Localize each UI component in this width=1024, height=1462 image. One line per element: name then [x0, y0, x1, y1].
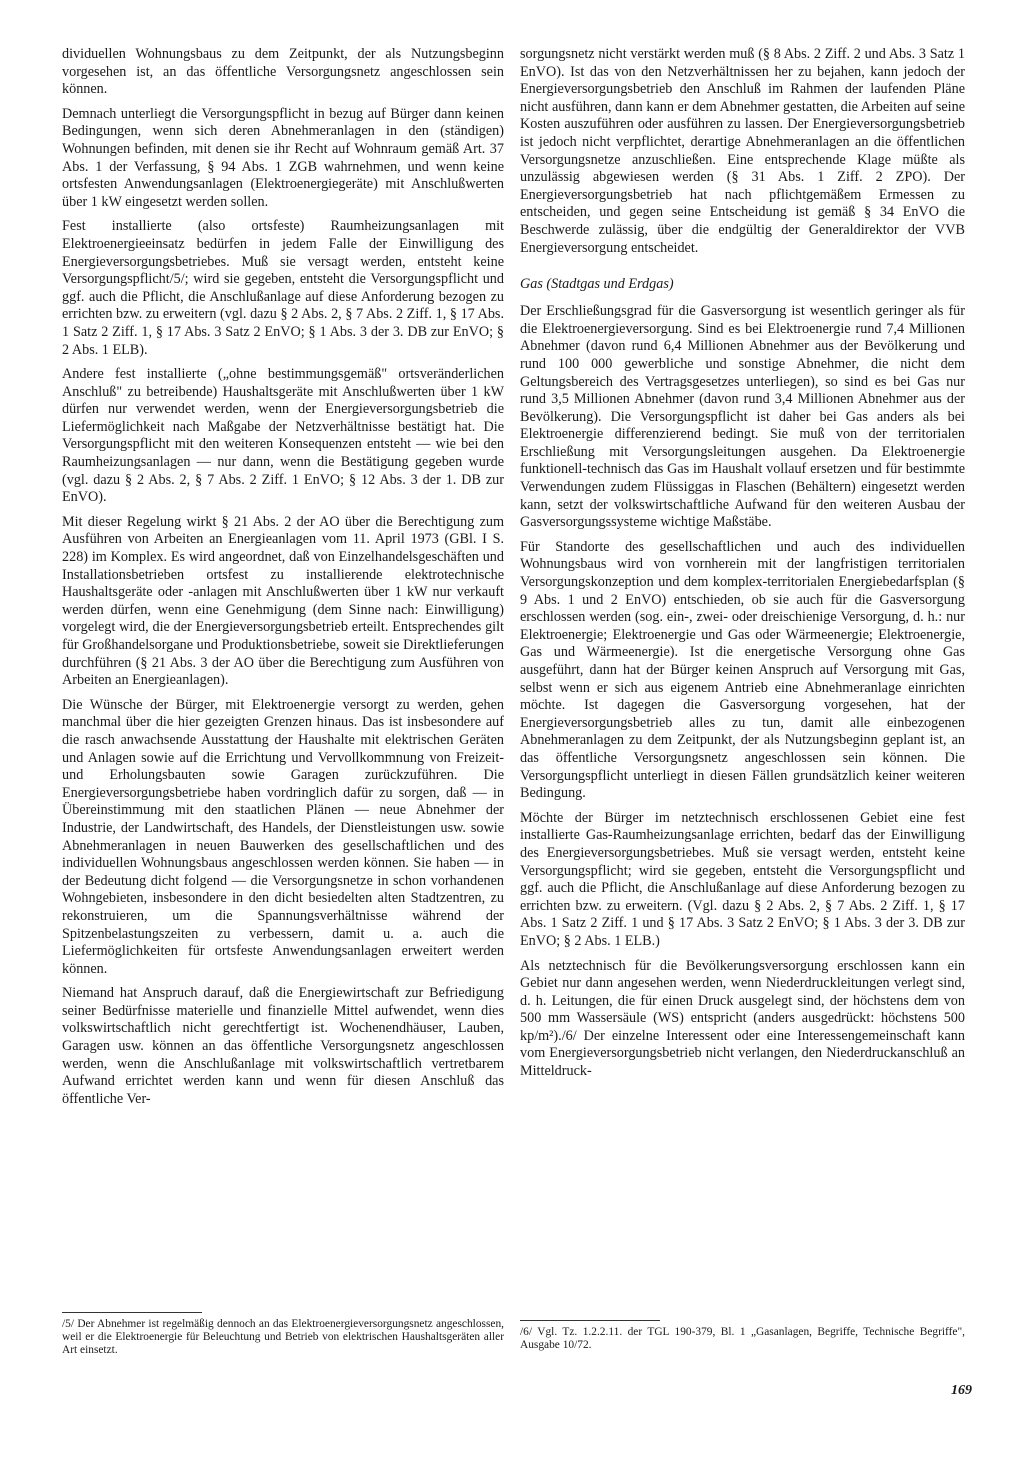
- paragraph: Die Wünsche der Bürger, mit Elektroenergie versorgt zu werden, gehen manchmal über die hier gezeigten Grenzen hinaus. Das ist insbesondere auf die rasch anwachsende Ausstattung der Haushalte mit elektrischen Geräten und Anlagen sowie auf die Errichtung und Vervollkommnung von Freizeit- und Erholungsbauten sowie Garagen zurückzuführen. Die Energieversorgungsbetriebe haben vordringlich dafür zu sorgen, daß — in Übereinstimmung mit den staatlichen Plänen — neue Abnehmer der Industrie, der Landwirtschaft, des Handels, der Dienstleistungen usw. sowie Abnehmeranlagen in neuen Bauwerken des gesellschaftlichen und des individuellen Wohnungsbaus angeschlossen werden können. Sie haben — in der Bedeutung dicht folgend — die Versorgungsnetze in schon vorhandenen Wohngebieten, insbesondere in den dicht besiedelten alten Stadtzentren, zu rekonstruieren, um die Spannungsverhältnisse während der Spitzenbelastungszeiten zu verbessern, damit u. a. auch die Liefermöglichkeiten für ortsfeste Anwendungsanlagen erweitert werden können.: [62, 696, 504, 977]
- footnote-right: /6/ Vgl. Tz. 1.2.2.11. der TGL 190-379, Bl. 1 „Gasanlagen, Begriffe, Technische Begriffe", Ausgabe 10/72.: [520, 1326, 965, 1352]
- paragraph: Demnach unterliegt die Versorgungspflicht in bezug auf Bürger dann keinen Bedingungen, wenn sich deren Abnehmeranlagen in den (ständigen) Wohnungen befinden, mit denen sie ihr Recht auf Wohnraum gemäß Art. 37 Abs. 1 der Verfassung, § 94 Abs. 1 ZGB wahrnehmen, und wenn keine ortsfesten Anwendungsanlagen (Elektroenergiegeräte) mit Anschlußwerten über 1 kW eingesetzt werden sollen.: [62, 105, 504, 210]
- paragraph: Andere fest installierte („ohne bestimmungsgemäß" ortsveränderlichen Anschluß" zu betreibende) Haushaltsgeräte mit Anschlußwerten über 1 kW dürfen nur verwendet werden, wenn der Energieversorgungsbetrieb die Liefermöglichkeit nach Maßgabe der Netzverhältnisse bestätigt hat. Die Versorgungspflicht mit den weiteren Konsequenzen entsteht — wie bei den Raumheizungsanlagen — nur dann, wenn die Bestätigung gegeben wurde (vgl. dazu § 2 Abs. 2, § 7 Abs. 2 Ziff. 1 EnVO; § 12 Abs. 3 der 1. DB zur EnVO).: [62, 366, 504, 506]
- paragraph: Der Erschließungsgrad für die Gasversorgung ist wesentlich geringer als für die Elektroenergieversorgung. Sind es bei Elektroenergie rund 7,4 Millionen Abnehmer (davon rund 6,4 Millionen Abnehmer aus der Bevölkerung und rund 100 000 gewerbliche und sonstige Abnehmer, die nicht dem Geltungsbereich des Vertragsgesetzes unterliegen), so sind es bei Gas nur rund 3,5 Millionen Abnehmer (davon rund 3,4 Millionen Abnehmer aus der Bevölkerung). Die Versorgungspflicht ist daher bei Gas anders als bei Elektroenergie differenzierend bedingt. Sie muß von der territorialen Erschließung mit Versorgungsleitungen ausgehen. Da Elektroenergie funktionell-technisch das Gas im Haushalt vollauf ersetzen und für bestimmte Verwendungen zudem Flüssiggas in Flaschen (Behältern) eingesetzt werden kann, setzt der volkswirtschaftliche Aufwand für den weiteren Ausbau der Gasversorgungssysteme wichtige Maßstäbe.: [520, 303, 965, 531]
- right-column: [520, 46, 965, 1088]
- paragraph: dividuellen Wohnungsbaus zu dem Zeitpunkt, der als Nutzungsbeginn vorgesehen ist, an das öffentliche Versorgungsnetz angeschlossen sein können.: [62, 46, 504, 98]
- paragraph: Niemand hat Anspruch darauf, daß die Energiewirtschaft zur Befriedigung seiner Bedürfnisse materielle und finanzielle Mittel aufwendet, wenn dies volkswirtschaftlich nicht gerechtfertigt ist. Wochenendhäuser, Lauben, Garagen usw. können an das öffentliche Versorgungsnetz angeschlossen werden, wenn die Anschlußanlage mit volkswirtschaftlich vertretbarem Aufwand errichtet werden kann und wenn für diesen Anschluß das öffentliche Ver-: [62, 985, 504, 1107]
- paragraph: Fest installierte (also ortsfeste) Raumheizungsanlagen mit Elektroenergieeinsatz bedürfen in jedem Falle der Einwilligung des Energieversorgungsbetriebes. Muß sie versagt werden, entsteht keine Versorgungspflicht/5/; wird sie gegeben, entsteht die Versorgungspflicht und ggf. auch die Pflicht, die Anschlußanlage auf diese Anforderung bezogen zu errichten bzw. zu erweitern (vgl. dazu § 2 Abs. 2, § 7 Abs. 2 Ziff. 1, § 17 Abs. 1 Satz 2 Ziff. 1, § 17 Abs. 3 Satz 2 EnVO; § 1 Abs. 3 der 3. DB zur EnVO; § 2 Abs. 1 ELB).: [62, 218, 504, 358]
- section-heading: Gas (Stadtgas und Erdgas): [520, 276, 674, 293]
- footnote-separator: [62, 1312, 202, 1313]
- paragraph: Als netztechnisch für die Bevölkerungsversorgung erschlossen kann ein Gebiet nur dann angesehen werden, wenn Niederdruckleitungen verlegt sind, d. h. Leitungen, die für einen Druck ausgelegt sind, der höchstens dem von 500 mm Wassersäule (WS) entspricht (anders ausgedrückt: höchstens 500 kp/m²)./6/ Der einzelne Interessent oder eine Interessengemeinschaft kann vom Energieversorgungsbetrieb nicht verlangen, den Niederdruckanschluß an Mitteldruck-: [520, 957, 965, 1080]
- page-number: 169: [951, 1383, 972, 1398]
- footnote-separator: [520, 1320, 660, 1321]
- left-column: [62, 46, 504, 1115]
- paragraph: Möchte der Bürger im netztechnisch erschlossenen Gebiet eine fest installierte Gas-Raumheizungsanlage errichten, bedarf das der Einwilligung des Energieversorgungsbetriebes. Muß sie versagt werden, entsteht keine Versorgungspflicht; wird sie gegeben, entsteht die Versorgungspflicht und ggf. auch die Pflicht, die Anschlußanlage auf diese Anforderung bezogen zu errichten bzw. zu erweitern. (Vgl. dazu § 2 Abs. 2, § 7 Abs. 2 Ziff. 1, § 17 Abs. 1 Satz 2 Ziff. 1 und § 17 Abs. 3 Satz 2 EnVO; § 1 Abs. 3 der 3. DB zur EnVO; § 2 Abs. 1 ELB.): [520, 809, 965, 949]
- paragraph: sorgungsnetz nicht verstärkt werden muß (§ 8 Abs. 2 Ziff. 2 und Abs. 3 Satz 1 EnVO). Ist das von den Netzverhältnissen her zu bejahen, kann jedoch der Energieversorgungsbetrieb den Anschluß im Rahmen der laufenden Pläne nicht ausführen, dann kann er dem Abnehmer gestatten, die Arbeiten auf seine Kosten auszuführen oder ausführen zu lassen. Der Energieversorgungsbetrieb ist jedoch nicht verpflichtet, derartige Abnehmeranlagen an die öffentlichen Versorgungsnetze anzuschließen. Eine entsprechende Klage müßte als unzulässig abgewiesen werden (§ 31 Abs. 1 Ziff. 2 ZPO). Der Energieversorgungsbetrieb hat nach pflichtgemäßem Ermessen zu entscheiden, und gegen seine Entscheidung ist gemäß § 34 EnVO die Beschwerde zulässig, über die endgültig der Generaldirektor der VVB Energieversorgung entscheidet.: [520, 46, 965, 256]
- paragraph: Für Standorte des gesellschaftlichen und auch des individuellen Wohnungsbaus wird von vornherein mit der langfristigen territorialen Versorgungskonzeption und dem komplex-territorialen Energiebedarfsplan (§ 9 Abs. 1 und 2 EnVO) entschieden, ob sie auch für die Gasversorgung erschlossen werden (sog. ein-, zwei- oder dreischienige Versorgung, d. h.: nur Elektroenergie; Elektroenergie und Gas oder Wärmeenergie; Elektroenergie, Gas und Wärmeenergie). Ist die energetische Versorgung ohne Gas ausgeführt, dann hat der Bürger keinen Anspruch auf Versorgung mit Gas, selbst wenn er sich aus eigenem Antrieb eine Abnehmeranlage einrichten möchte. Ist dagegen die Gasversorgung vorgesehen, hat der Energieversorgungsbetrieb alles zu tun, damit alle einbezogenen Abnehmeranlagen zu dem Zeitpunkt, der als Nutzungsbeginn geplant ist, an das öffentliche Versorgungsnetz angeschlossen sein können. Die Versorgungspflicht unterliegt in diesen Fällen grundsätzlich keiner weiteren Bedingung.: [520, 538, 965, 802]
- footnote-left: /5/ Der Abnehmer ist regelmäßig dennoch an das Elektroenergieversorgungsnetz angeschlossen, weil er die Elektroenergie für Beleuchtung und Betrieb von elektrischen Haushaltsgeräten aller Art einsetzt.: [62, 1318, 504, 1357]
- paragraph: Mit dieser Regelung wirkt § 21 Abs. 2 der AO über die Berechtigung zum Ausführen von Arbeiten an Energieanlagen vom 11. April 1973 (GBl. I S. 228) im Komplex. Es wird angeordnet, daß von Einzelhandelsgeschäften und Installationsbetrieben ortsfest zu installierende elektrotechnische Haushaltsgeräte oder -anlagen mit Anschlußwerten über 1 kW nur verkauft werden dürfen, wenn eine Genehmigung (dem Sinne nach: Einwilligung) vorgelegt wird, die der Energieversorgungsbetrieb erteilt. Entsprechendes gilt für Großhandelsorgane und Produktionsbetriebe, soweit sie Direktlieferungen durchführen (§ 21 Abs. 3 der AO über die Berechtigung zum Ausführen von Arbeiten an Energieanlagen).: [62, 513, 504, 689]
